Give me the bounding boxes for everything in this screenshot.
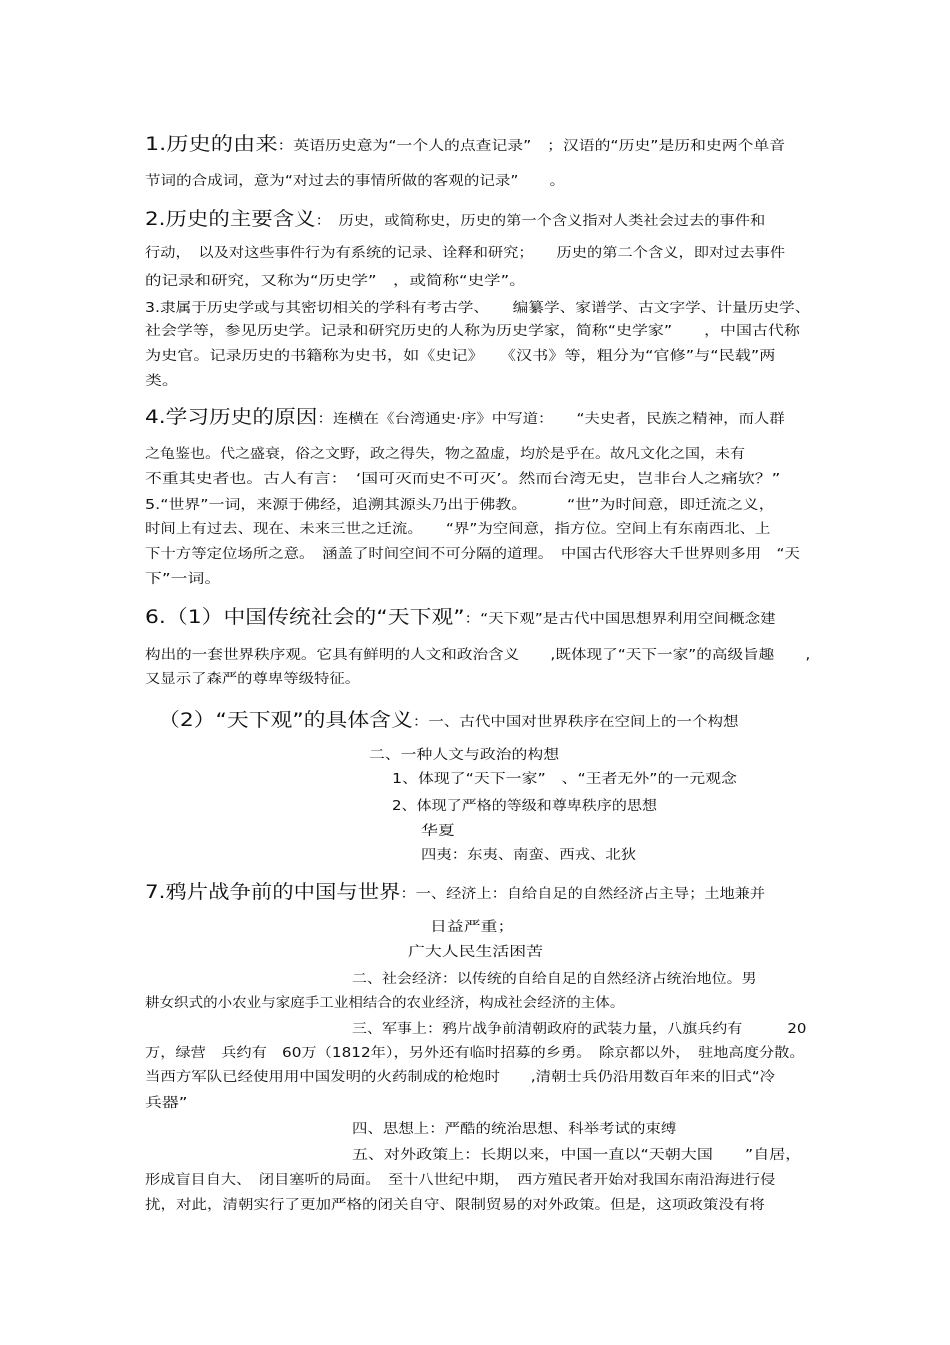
text-line <box>421 822 455 840</box>
text-line <box>430 918 514 936</box>
line-text: 二、一种人文与政治的构想 <box>369 747 560 763</box>
text-line <box>145 1171 775 1189</box>
line-text: 耕女织式的小农业与家庭手工业相结合的农业经济，构成社会经济的主体。 <box>145 995 625 1011</box>
line-text: 扰，对此，清朝实行了更加严格的闭关自守、限制贸易的对外政策。但是，这项政策没有将 <box>145 1197 765 1213</box>
text-line <box>352 1120 676 1138</box>
text-line <box>145 172 565 190</box>
text-line <box>145 994 624 1012</box>
text-line <box>145 1044 805 1062</box>
text-line <box>145 545 800 563</box>
line-text: 构出的一套世界秩序观。它具有鲜明的人文和政治含义 ,既体现了“天下一家”的高级旨趣 , <box>145 647 811 663</box>
text-line <box>408 943 543 961</box>
text-line <box>352 970 757 988</box>
line-text: 万，绿营 兵约有 60万（1812年），另外还有临时招募的乡勇。 除京都以外， 驻地高度分散。 <box>145 1045 805 1061</box>
line-text: 节词的合成词，意为“对过去的事情所做的客观的记录” 。 <box>145 173 566 189</box>
text-line <box>145 322 800 340</box>
line-text: 广大人民生活困苦 <box>408 944 543 960</box>
line-text: 下”一词。 <box>145 571 222 587</box>
line-text: 下十方等定位场所之意。 涵盖了时间空间不可分隔的道理。 中国古代形容大千世界则多用 “天 <box>145 546 800 562</box>
line-text: 时间上有过去、现在、未来三世之迁流。 “界”为空间意，指方位。空间上有东南西北、上 <box>145 521 771 537</box>
line-text: ：连横在《台湾通史·序》中写道： “夫史者，民族之精神，而人群 <box>317 411 785 427</box>
text-line <box>392 770 737 788</box>
text-line <box>145 299 810 317</box>
section-heading-line <box>158 708 739 732</box>
text-line <box>352 1146 801 1164</box>
section-heading-line <box>145 405 785 429</box>
section-title: 6.（1）中国传统社会的“天下观” <box>145 606 465 628</box>
text-line <box>145 646 810 664</box>
text-line <box>145 1094 188 1112</box>
section-title: 2.历史的主要含义 <box>145 208 316 230</box>
line-text: ：一、经济上：自给自足的自然经济占主导；土地兼并 <box>400 886 766 902</box>
line-text: 为史官。记录历史的书籍称为史书，如《史记》 《汉书》等，粗分为“官修”与“民载”两 <box>145 348 776 364</box>
text-line <box>352 1020 806 1038</box>
line-text: 又显示了森严的尊卑等级特征。 <box>145 671 361 687</box>
line-text: 2、体现了严格的等级和尊卑秩序的思想 <box>392 798 657 814</box>
section-title: （2）“天下观”的具体含义 <box>158 709 413 731</box>
line-text: 华夏 <box>421 823 455 839</box>
line-text: 3.隶属于历史学或与其密切相关的学科有考古学、 编纂学、家谱学、古文字学、计量历史学、 <box>145 300 811 316</box>
section-heading-line <box>145 605 776 629</box>
text-line <box>145 496 775 514</box>
text-line <box>145 570 221 588</box>
text-line <box>421 846 636 864</box>
line-text: 5.“世界”一词，来源于佛经，追溯其源头乃出于佛教。 “世”为时间意，即迁流之义， <box>145 497 775 513</box>
text-line <box>145 1068 775 1086</box>
text-line <box>145 520 771 538</box>
line-text: 当西方军队已经使用用中国发明的火药制成的枪炮时 ,清朝士兵仍沿用数百年来的旧式“冷 <box>145 1069 776 1085</box>
text-line <box>369 746 559 764</box>
line-text: ： 历史，或简称史，历史的第一个含义指对人类社会过去的事件和 <box>315 213 766 229</box>
section-heading-line <box>145 132 785 156</box>
text-line <box>392 797 657 815</box>
text-line <box>145 347 775 365</box>
line-text: ：一、古代中国对世界秩序在空间上的一个构想 <box>412 714 739 730</box>
text-line <box>145 244 785 262</box>
section-title: 7.鸦片战争前的中国与世界 <box>145 881 401 903</box>
text-line <box>145 470 780 488</box>
line-text: 不重其史者也。古人有言： ‘国可灭而史不可灭’。然而台湾无史，岂非台人之痛欤？” <box>145 471 781 487</box>
line-text: 四夷：东夷、南蛮、西戎、北狄 <box>421 847 637 863</box>
line-text: 三、军事上：鸦片战争前清朝政府的武装力量，八旗兵约有 20 <box>352 1021 807 1037</box>
line-text: 1、体现了“天下一家” 、“王者无外”的一元观念 <box>392 771 737 787</box>
line-text: ：“天下观”是古代中国思想界利用空间概念建 <box>464 611 776 627</box>
line-text: 的记录和研究，又称为“历史学” ，或简称“史学”。 <box>145 273 526 289</box>
line-text: 日益严重； <box>430 919 515 935</box>
line-text: 二、社会经济：以传统的自给自足的自然经济占统治地位。男 <box>352 971 757 987</box>
line-text: 之龟鉴也。代之盛衰，俗之文野，政之得失，物之盈虚，均於是乎在。故凡文化之国，未有 <box>145 446 745 462</box>
section-title: 1.历史的由来 <box>145 133 278 155</box>
line-text: 四、思想上：严酷的统治思想、科举考试的束缚 <box>352 1121 677 1137</box>
line-text: 五、对外政策上：长期以来，中国一直以“天朝大国 ”自居， <box>352 1147 802 1163</box>
text-line <box>145 1196 765 1214</box>
line-text: 社会学等，参见历史学。记录和研究历史的人称为历史学家，简称“史学家” ，中国古代称 <box>145 323 800 339</box>
text-line <box>145 372 179 390</box>
line-text: ：英语历史意为“一个人的点查记录” ；汉语的“历史”是历和史两个单音 <box>277 138 786 154</box>
line-text: 兵器” <box>145 1095 188 1111</box>
section-title: 4.学习历史的原因 <box>145 406 318 428</box>
line-text: 行动， 以及对这些事件行为有系统的记录、诠释和研究； 历史的第二个含义，即对过去事件 <box>145 245 786 261</box>
section-heading-line <box>145 880 765 904</box>
line-text: 类。 <box>145 373 179 389</box>
section-heading-line <box>145 207 765 231</box>
text-line <box>145 445 745 463</box>
line-text: 形成盲目自大、 闭目塞听的局面。 至十八世纪中期， 西方殖民者开始对我国东南沿海进行侵 <box>145 1172 776 1188</box>
text-line <box>145 272 526 290</box>
text-line <box>145 670 360 688</box>
